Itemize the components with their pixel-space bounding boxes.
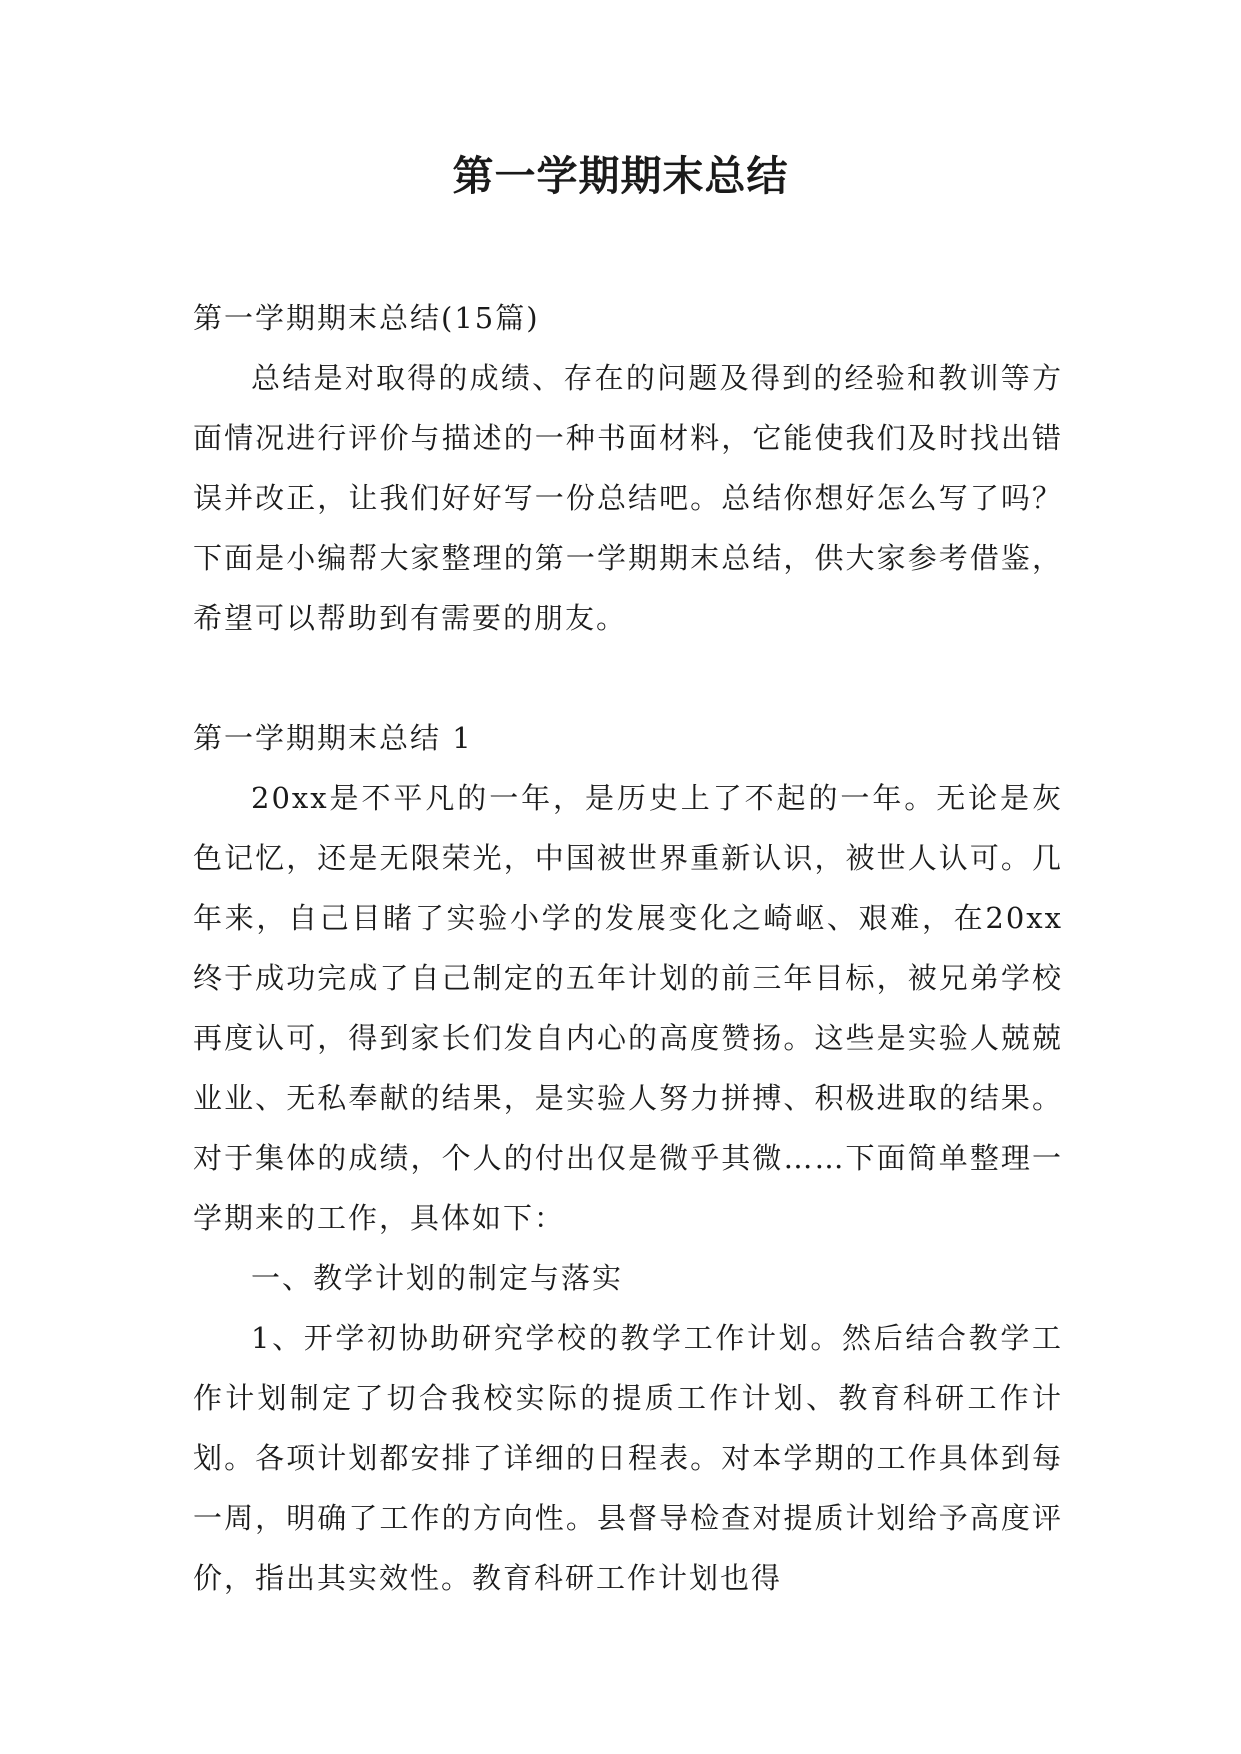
section-gap xyxy=(193,648,1063,708)
document-subtitle: 第一学期期末总结(15篇) xyxy=(193,301,540,335)
intro-paragraph: 总结是对取得的成绩、存在的问题及得到的经验和教训等方面情况进行评价与描述的一种书面材料，它能使我们及时找出错误并改正，让我们好好写一份总结吧。总结你想好怎么写了吗？下面是小编帮大家整理的第一学期期末总结，供大家参考借鉴，希望可以帮助到有需要的朋友。 xyxy=(193,361,1063,635)
section-heading: 第一学期期末总结 1 xyxy=(193,721,473,755)
document-body xyxy=(193,288,1063,1608)
section-subheading: 一、教学计划的制定与落实 xyxy=(251,1261,624,1295)
section-paragraph: 20xx是不平凡的一年，是历史上了不起的一年。无论是灰色记忆，还是无限荣光，中国被世界重新认识，被世人认可。几年来，自己目睹了实验小学的发展变化之崎岖、艰难，在20xx终于成功完成了自己制定的五年计划的前三年目标，被兄弟学校再度认可，得到家长们发自内心的高度赞扬。这些是实验人兢兢业业、无私奉献的结果，是实验人努力拼搏、积极进取的结果。对于集体的成绩，个人的付出仅是微乎其微……下面简单整理一学期来的工作，具体如下： xyxy=(193,781,1063,1235)
section-paragraph: 1、开学初协助研究学校的教学工作计划。然后结合教学工作计划制定了切合我校实际的提质工作计划、教育科研工作计划。各项计划都安排了详细的日程表。对本学期的工作具体到每一周，明确了工作的方向性。县督导检查对提质计划给予高度评价，指出其实效性。教育科研工作计划也得 xyxy=(193,1321,1063,1595)
document-title: 第一学期期末总结 xyxy=(452,152,789,200)
